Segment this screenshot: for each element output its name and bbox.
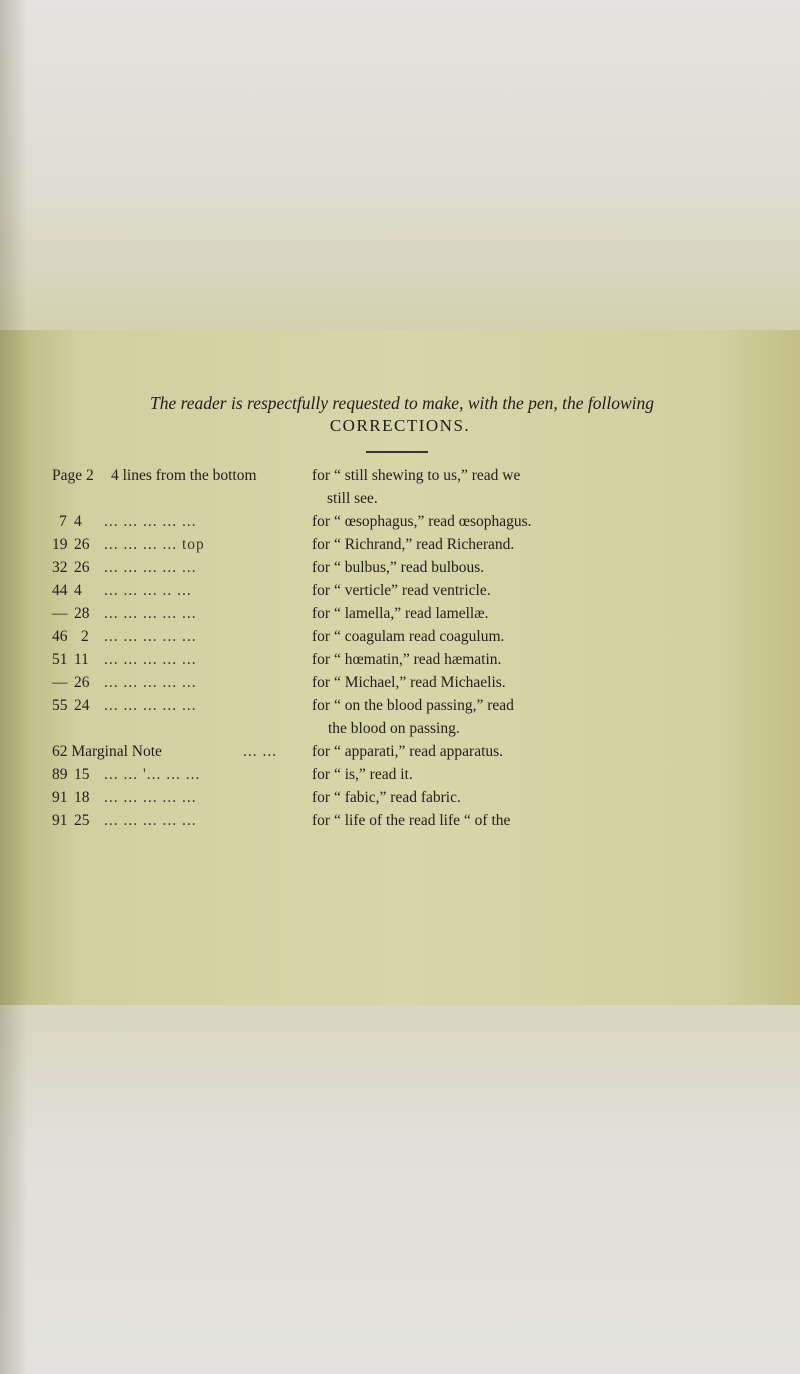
page-number: 44 — [52, 582, 68, 599]
corrections-row — [0, 789, 800, 811]
dot-leader: ... ... ... ... ... — [104, 605, 197, 622]
line-number: 4 — [74, 513, 82, 530]
dot-leader: ... ... — [243, 743, 278, 760]
line-number: 18 — [74, 789, 90, 806]
dot-leader: ... ... ... ... ... — [104, 674, 197, 691]
page-number: 89 — [52, 766, 68, 783]
ditto-mark: — — [52, 605, 68, 622]
corrections-row-continuation — [0, 490, 800, 512]
dot-leader: ... ... '... ... ... — [104, 766, 201, 783]
dot-leader: ... ... ... ... ... — [104, 789, 197, 806]
page-number: 51 — [52, 651, 68, 668]
marginal-note-reference: 62 Marginal Note — [52, 743, 162, 760]
page-number: 32 — [52, 559, 68, 576]
corrections-row — [0, 651, 800, 673]
correction-text: for “ coagulam read coagulum. — [312, 628, 505, 645]
dot-leader: ... ... ... ... ... — [104, 628, 197, 645]
intro-sentence: The reader is respectfully requested to make, with the pen, the following — [149, 393, 654, 413]
page-number: 91 — [52, 812, 68, 829]
dot-leader: ... ... ... .. ... — [104, 582, 192, 599]
corrections-row — [0, 467, 800, 489]
correction-text: for “ Richrand,” read Richerand. — [312, 536, 515, 553]
correction-continuation: the blood on passing. — [328, 720, 460, 737]
page-number: 7 — [59, 513, 67, 530]
page-title: CORRECTIONS. — [329, 416, 471, 435]
corrections-row — [0, 582, 800, 604]
ditto-mark: — — [52, 674, 68, 691]
dot-leader: ... ... ... ... ... — [104, 812, 197, 829]
correction-continuation: still see. — [327, 490, 378, 507]
correction-text: for “ hœmatin,” read hæmatin. — [312, 651, 502, 668]
correction-text: for “ verticle” read ventricle. — [312, 582, 491, 599]
page-number: 46 — [52, 628, 68, 645]
correction-text: for “ fabic,” read fabric. — [312, 789, 461, 806]
page-number: 91 — [52, 789, 68, 806]
dot-leader: ... ... ... ... ... — [104, 651, 197, 668]
line-number: 24 — [74, 697, 90, 714]
title-rule — [366, 451, 428, 453]
paper-background-bottom — [0, 1005, 800, 1374]
correction-text: for “ œsophagus,” read œsophagus. — [312, 513, 532, 530]
line-number: 26 — [74, 674, 90, 691]
corrections-row — [0, 559, 800, 581]
line-number: 11 — [74, 651, 89, 668]
dot-leader: ... ... ... ... ... — [104, 513, 197, 530]
correction-text: for “ lamella,” read lamellæ. — [312, 605, 489, 622]
corrections-row — [0, 766, 800, 788]
page-number: 55 — [52, 697, 68, 714]
dot-leader: ... ... ... ... ... — [104, 697, 197, 714]
corrections-row — [0, 628, 800, 650]
line-number: 4 — [74, 582, 82, 599]
corrections-row — [0, 812, 800, 834]
correction-text: for “ bulbus,” read bulbous. — [312, 559, 485, 576]
page-number: 19 — [52, 536, 68, 553]
page-number: Page 2 — [52, 467, 94, 484]
line-number: 26 — [74, 559, 90, 576]
correction-text: for “ still shewing to us,” read we — [312, 467, 521, 484]
corrections-row — [0, 605, 800, 627]
corrections-row-continuation — [0, 720, 800, 742]
corrections-row — [0, 697, 800, 719]
line-number: 25 — [74, 812, 90, 829]
line-number: 28 — [74, 605, 90, 622]
dot-leader: ... ... ... ... top — [104, 536, 205, 553]
corrections-row — [0, 536, 800, 558]
corrections-row — [0, 513, 800, 535]
line-reference: 4 lines from the bottom — [111, 467, 257, 484]
correction-text: for “ life of the read life “ of the — [312, 812, 511, 829]
dot-leader: ... ... ... ... ... — [104, 559, 197, 576]
correction-text: for “ apparati,” read apparatus. — [312, 743, 504, 760]
corrections-row — [0, 674, 800, 696]
line-number: 26 — [74, 536, 90, 553]
paper-background-top — [0, 0, 800, 330]
correction-text: for “ on the blood passing,” read — [312, 697, 514, 714]
correction-text: for “ Michael,” read Michaelis. — [312, 674, 506, 691]
corrections-row — [0, 743, 800, 765]
line-number: 15 — [74, 766, 90, 783]
correction-text: for “ is,” read it. — [312, 766, 413, 783]
line-number: 2 — [81, 628, 89, 645]
